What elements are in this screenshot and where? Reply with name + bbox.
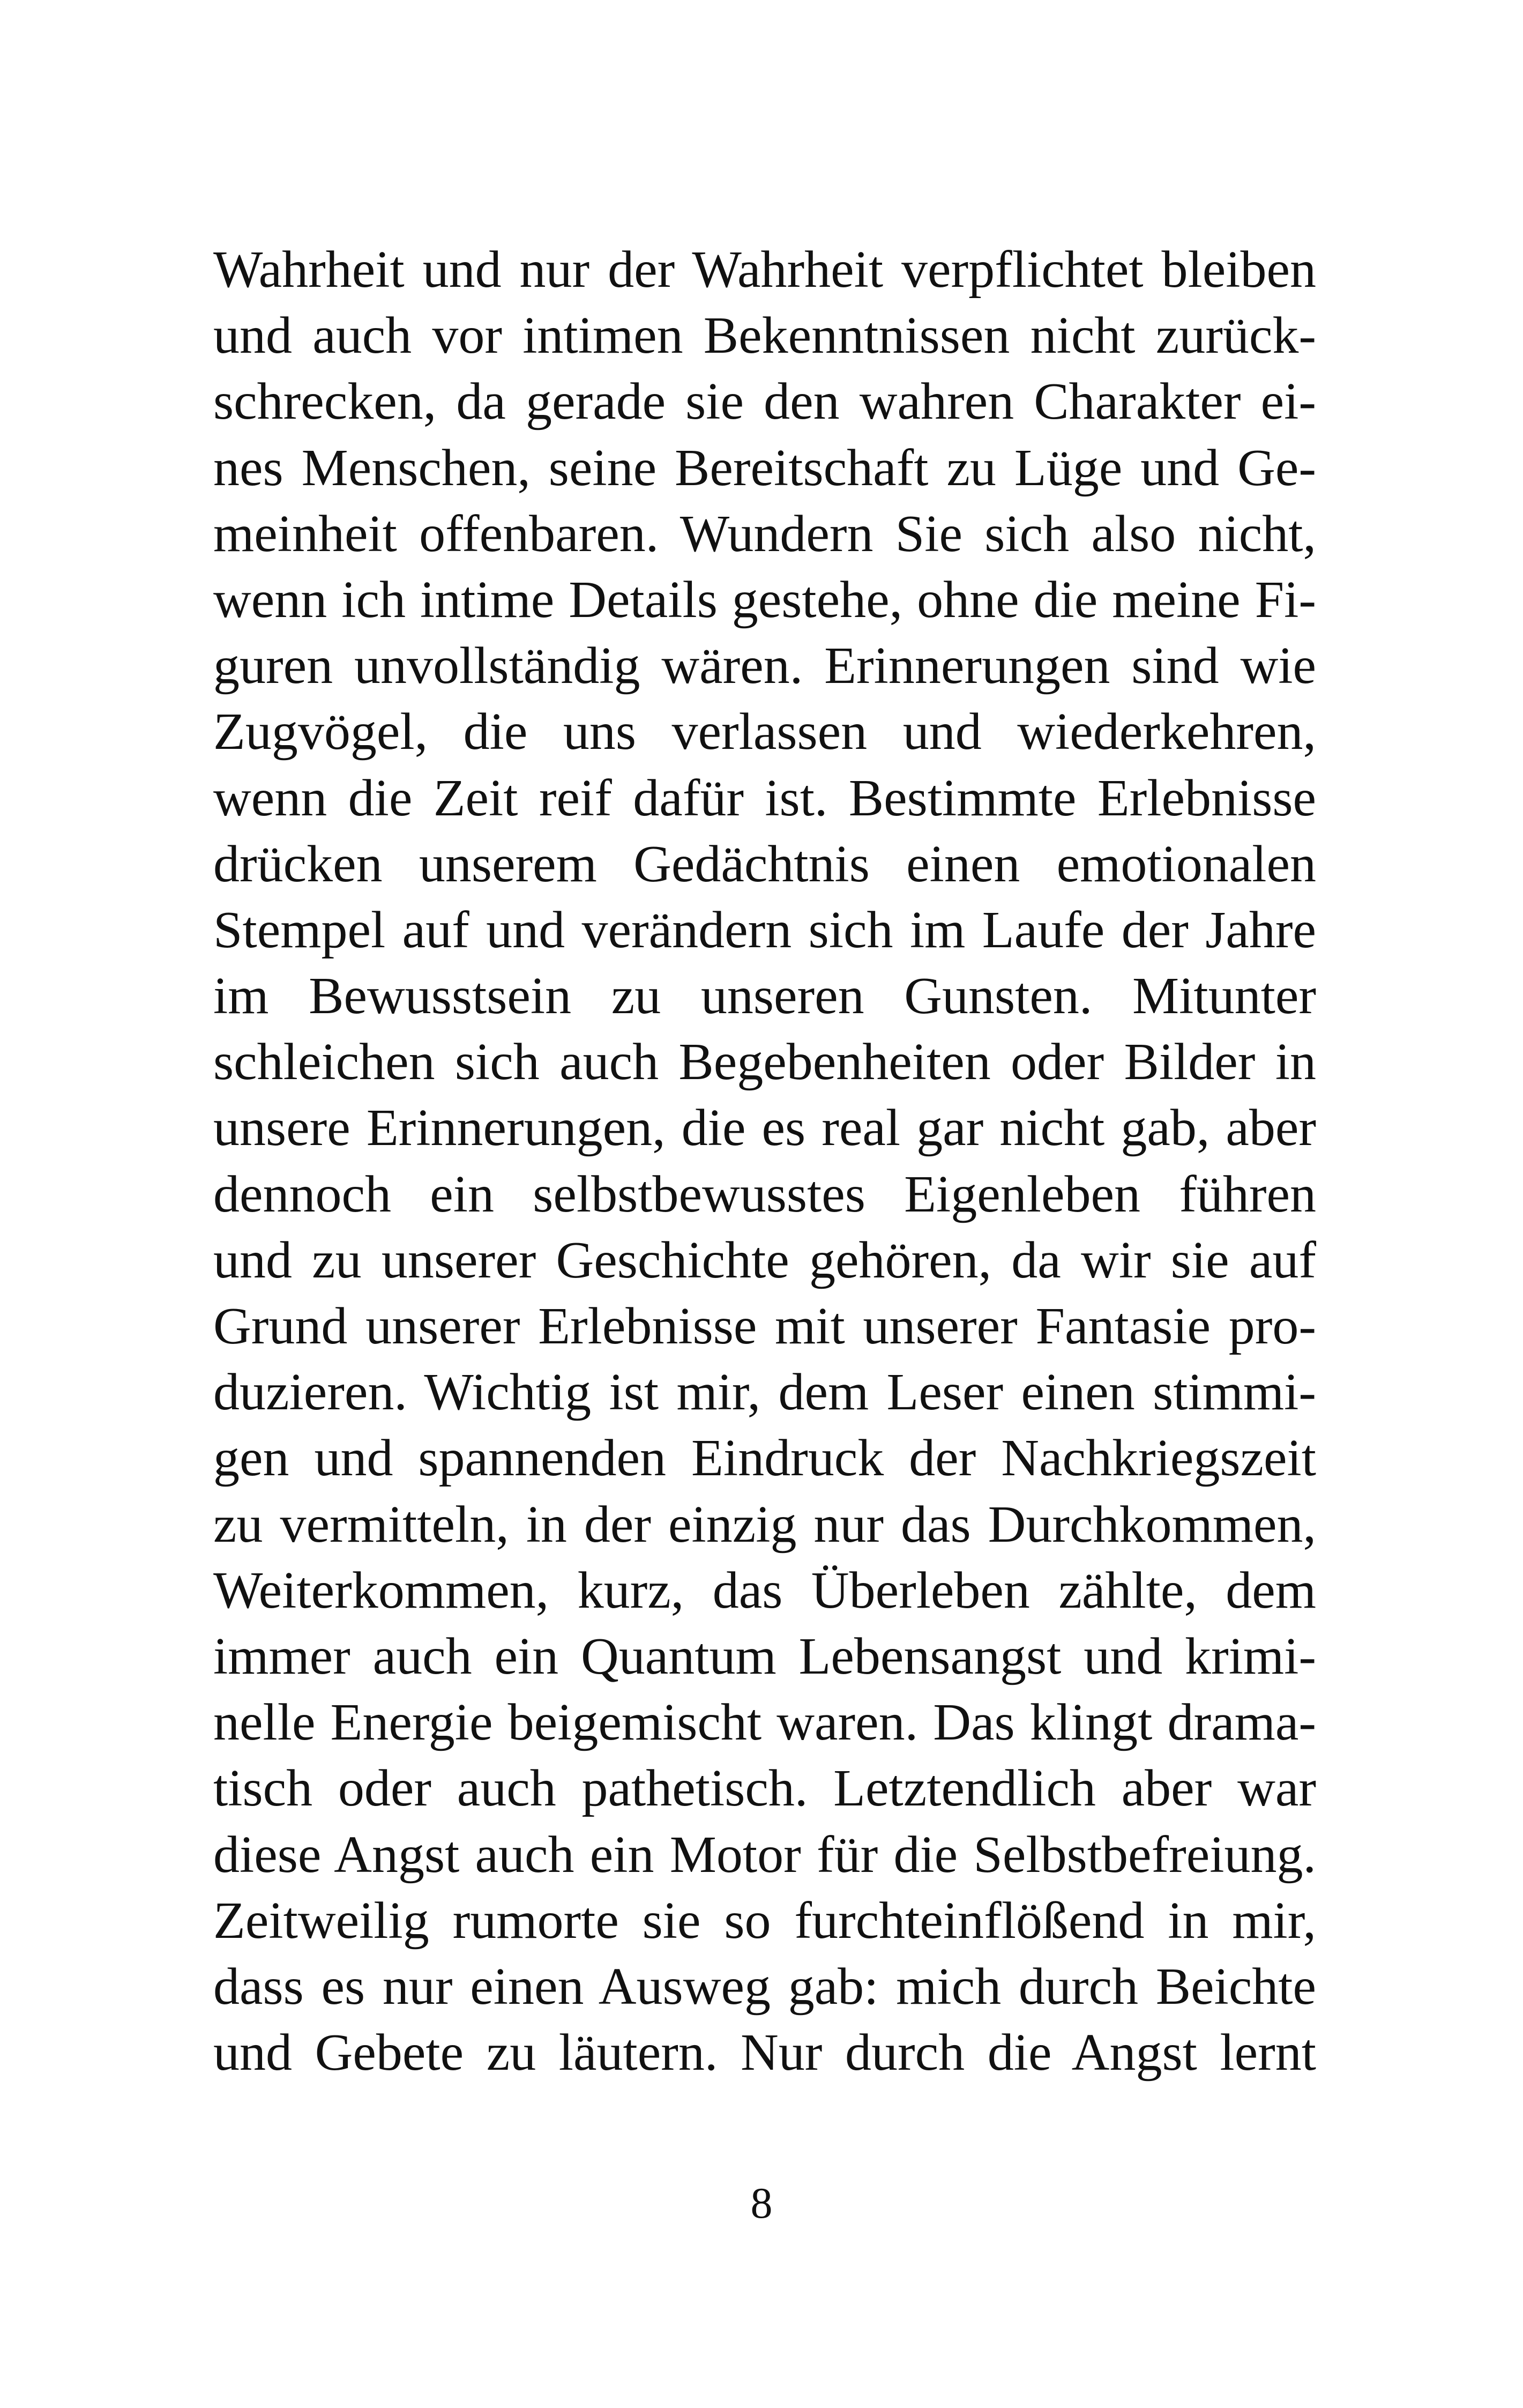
text-line: unsere Erinnerungen, die es real gar nicht gab, aber [213, 1099, 1316, 1157]
text-line: tisch oder auch pathetisch. Letztendlich aber war [213, 1759, 1316, 1818]
text-line: Wahrheit und nur der Wahrheit verpflichtet bleiben [213, 241, 1316, 299]
page-number: 8 [750, 2179, 773, 2227]
text-line: Stempel auf und verändern sich im Laufe der Jahre [213, 901, 1316, 959]
text-line: wenn ich intime Details gestehe, ohne die meine Fi- [213, 570, 1316, 629]
text-line: Weiterkommen, kurz, das Überleben zählte, dem [213, 1561, 1316, 1619]
text-line: im Bewusstsein zu unseren Gunsten. Mitunter [213, 967, 1316, 1025]
text-line: und zu unserer Geschichte gehören, da wir sie auf [213, 1231, 1316, 1289]
text-line: wenn die Zeit reif dafür ist. Bestimmte Erlebnisse [213, 769, 1316, 827]
text-line: immer auch ein Quantum Lebensangst und krimi- [213, 1627, 1316, 1685]
text-line: und Gebete zu läutern. Nur durch die Angst lernt [213, 2024, 1316, 2082]
text-line: diese Angst auch ein Motor für die Selbstbefreiung. [213, 1825, 1316, 1884]
text-line: nelle Energie beigemischt waren. Das klingt drama- [213, 1693, 1316, 1752]
text-line: schrecken, da gerade sie den wahren Charakter ei- [213, 373, 1316, 431]
text-line: Zugvögel, die uns verlassen und wiederkehren, [213, 703, 1316, 761]
body-text [213, 237, 1316, 2086]
text-line: Zeitweilig rumorte sie so furchteinflößend in mir, [213, 1891, 1316, 1950]
text-line: dass es nur einen Ausweg gab: mich durch Beichte [213, 1957, 1316, 2016]
text-line: Grund unserer Erlebnisse mit unserer Fantasie pro- [213, 1297, 1316, 1355]
text-line: guren unvollständig wären. Erinnerungen sind wie [213, 637, 1316, 695]
text-line: gen und spannenden Eindruck der Nachkriegszeit [213, 1429, 1316, 1488]
text-line: dennoch ein selbstbewusstes Eigenleben führen [213, 1165, 1316, 1223]
text-line: schleichen sich auch Begebenheiten oder Bilder in [213, 1033, 1316, 1091]
text-line: drücken unserem Gedächtnis einen emotionalen [213, 835, 1316, 893]
text-line: zu vermitteln, in der einzig nur das Durchkommen, [213, 1495, 1316, 1554]
text-line: meinheit offenbaren. Wundern Sie sich also nicht, [213, 504, 1316, 563]
text-line: und auch vor intimen Bekenntnissen nicht zurück- [213, 307, 1316, 365]
text-line: duzieren. Wichtig ist mir, dem Leser einen stimmi- [213, 1363, 1316, 1422]
text-line: nes Menschen, seine Bereitschaft zu Lüge und Ge- [213, 439, 1316, 497]
